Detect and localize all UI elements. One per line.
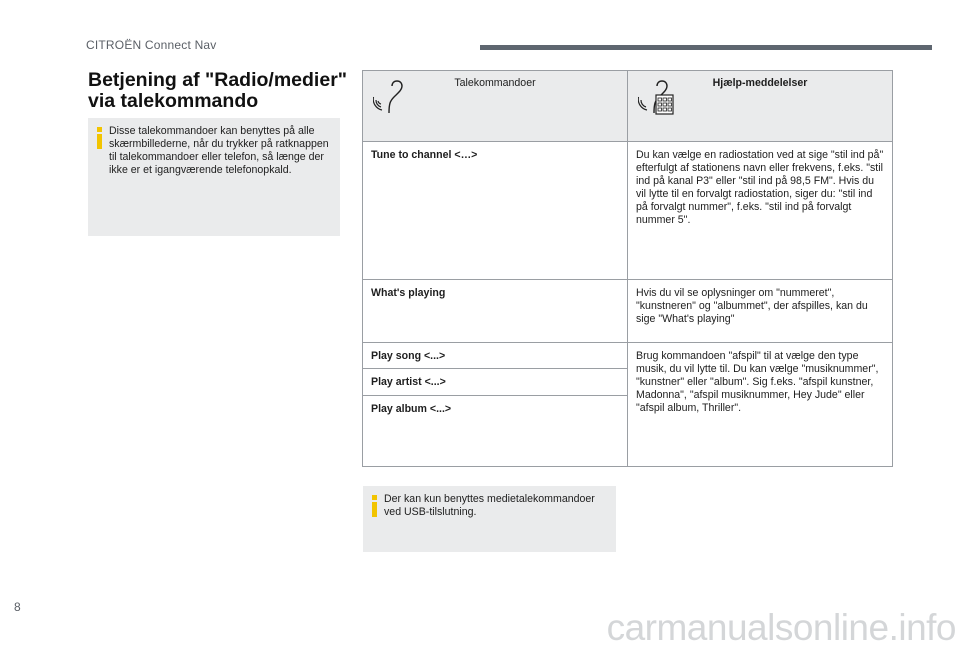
command-text: Play album <...> [371,403,452,415]
watermark: carmanualsonline.info [606,607,956,648]
page-title: Betjening af "Radio/medier" via talekommando [88,69,348,112]
help-cell [628,280,893,343]
help-text: Hvis du vil se oplysninger om "nummeret", "kunstneren" og "albummet", der afspilles, kan du sige "What's playing" [636,287,868,325]
header-brand: CITROËN Connect Nav [86,38,217,52]
table-row [363,343,893,369]
help-cell [628,142,893,280]
table-header-help [628,71,893,142]
command-text: Play song <...> [371,350,446,362]
info-icon-dot [97,127,102,132]
info-note-text: Der kan kun benyttes medietalekommandoer ved USB-tilslutning. [384,493,595,518]
command-cell [363,280,628,343]
help-cell [628,343,893,467]
info-icon-dot [372,495,377,500]
command-cell [363,369,628,396]
help-text: Brug kommandoen "afspil" til at vælge den type musik, du vil lytte til. Du kan vælge "musiknummer", "kunstner" eller "album". Sig f.eks. "afspil kunstner, Madonna", "afspil musiknummer, Hey Jude" eller "afspil album, Thriller". [636,350,879,414]
table-row [363,280,893,343]
info-note [88,118,340,236]
command-cell [363,343,628,369]
table-row [363,142,893,280]
command-cell [363,142,628,280]
help-text: Du kan vælge en radiostation ved at sige "stil ind på" efterfulgt af stationens navn eller frekvens, f.eks. "stil ind på kanal P3" eller "stil ind på 98,5 FM". Hvis du vil lytte til en forvalgt radiostation, siger du: "stil ind på forvalgt nummer", f.eks. "stil ind på forvalgt nummer 5". [636,149,884,226]
info-note [363,486,616,552]
info-note-text: Disse talekommandoer kan benyttes på alle skærmbillederne, når du trykker på ratknappen til talekommandoer eller telefon, så længe der ikke er et igangværende telefonopkald. [109,125,329,176]
info-icon [372,502,377,517]
page-number: 8 [14,600,21,614]
table-header-commands-label: Talekommandoer [454,77,536,89]
voice-command-table [362,70,893,467]
info-icon [97,134,102,149]
command-text: What's playing [371,287,446,299]
command-text: Play artist <...> [371,376,446,388]
command-cell [363,396,628,467]
table-header-help-label: Hjælp-meddelelser [712,77,808,89]
table-header-commands [363,71,628,142]
command-text: Tune to channel <…> [371,149,478,161]
header-rule [480,45,932,50]
